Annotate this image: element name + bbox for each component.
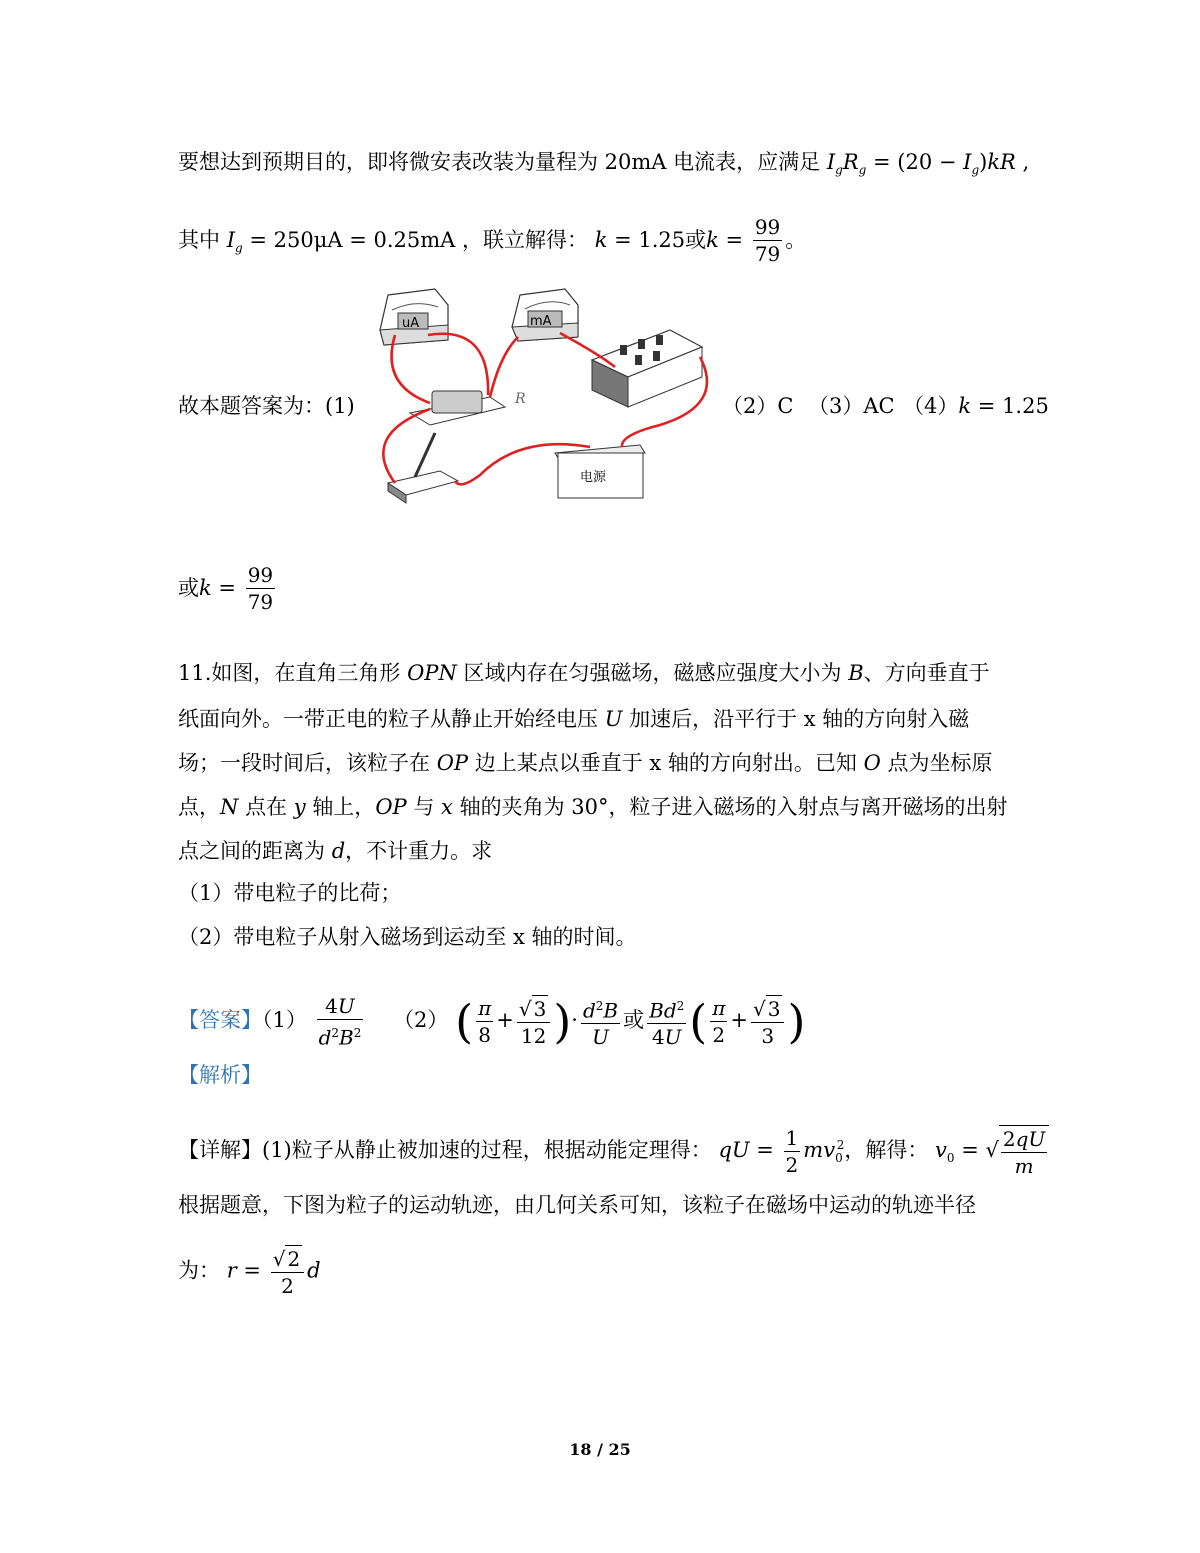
- problem-line: 纸面向外。一带正电的粒子从静止开始经电压 U 加速后，沿平行于 x 轴的方向射入磁: [178, 707, 970, 731]
- analysis-label: 【解析】: [178, 1063, 262, 1087]
- power-supply-label: 电源: [580, 470, 607, 485]
- text-line: 要想达到预期目的，即将微安表改装为量程为 20mA 电流表，应满足 $I_gR_g = (20 - I_g)kR$ ,: [178, 150, 1030, 178]
- page-number: 18 / 25: [569, 1440, 631, 1459]
- text-line: 其中 $I_g = 250\mu A = 0.25mA$ ，联立解得： k = 1.25或k = $\frac{99}{79}$ 。: [178, 215, 807, 266]
- problem-line: 点，N 点在 y 轴上，OP 与 x 轴的夹角为 30°，粒子进入磁场的入射点与离开磁场的出射: [178, 795, 1008, 819]
- microammeter-label: uA: [402, 316, 420, 331]
- fraction: $\frac{4U}{d^2B^2}$: [318, 993, 362, 1050]
- fraction: $\frac{99}{79}$: [247, 563, 274, 614]
- problem-line: 11.如图，在直角三角形 OPN 区域内存在匀强磁场，磁感应强度大小为 B、方向垂直于: [178, 661, 990, 685]
- answer-prefix: 故本题答案为：(1): [178, 394, 355, 418]
- milliammeter-label: mA: [530, 314, 552, 329]
- fraction: $\frac{99}{79}$: [754, 215, 781, 266]
- detail-label: 【详解】: [178, 1138, 262, 1162]
- question-2: （2）带电粒子从射入磁场到运动至 x 轴的时间。: [178, 925, 637, 949]
- switch-icon: [388, 433, 458, 503]
- milliammeter-icon: [512, 289, 578, 341]
- resistor-icon: [410, 391, 526, 425]
- answer-label: 【答案】: [178, 1008, 262, 1032]
- detail-line: 根据题意，下图为粒子的运动轨迹，由几何关系可知，该粒子在磁场中运动的轨迹半径: [178, 1193, 976, 1217]
- microammeter-icon: [380, 289, 448, 345]
- circuit-diagram: [360, 285, 715, 510]
- problem-line: 点之间的距离为 d，不计重力。求: [178, 839, 493, 863]
- question-1: （1）带电粒子的比荷；: [178, 881, 402, 905]
- answer-2: （2）C: [722, 394, 794, 418]
- resistor-label: R: [515, 391, 526, 407]
- answer-4: （4）k = 1.25: [903, 394, 1049, 418]
- text-line: 或k = $\frac{99}{79}$: [178, 563, 274, 614]
- answer-line: 【答案】（1） $\frac{4U}{d^2B^2}$ （2） ( $\frac{\pi}{8}$ + $\frac{√ 3}{12}$ )· $\frac{d^2B}{U}$ 或 $\frac{Bd^2}{4U}$ ( $\frac{\pi}{2}$ + $\frac{√ 3}{3}$ ): [178, 993, 806, 1050]
- detail-line: 【详解】(1)粒子从静止被加速的过程，根据动能定理得： qU = $\frac{1}{2}$ $mv_0^2$，解得： $v_0$ = √ $\frac{2qU}{m}$: [178, 1120, 1052, 1183]
- power-supply-icon: [555, 445, 645, 498]
- answer-3: （3）AC: [808, 394, 895, 418]
- problem-line: 场；一段时间后，该粒子在 OP 边上某点以垂直于 x 轴的方向射出。已知 O 点为坐标原: [178, 751, 993, 775]
- resistance-box-icon: [592, 330, 702, 407]
- detail-line: 为： r = $\frac{√ 2}{2}$ d: [178, 1247, 321, 1298]
- formula-ig-rg: $I_gR_g$: [826, 150, 867, 178]
